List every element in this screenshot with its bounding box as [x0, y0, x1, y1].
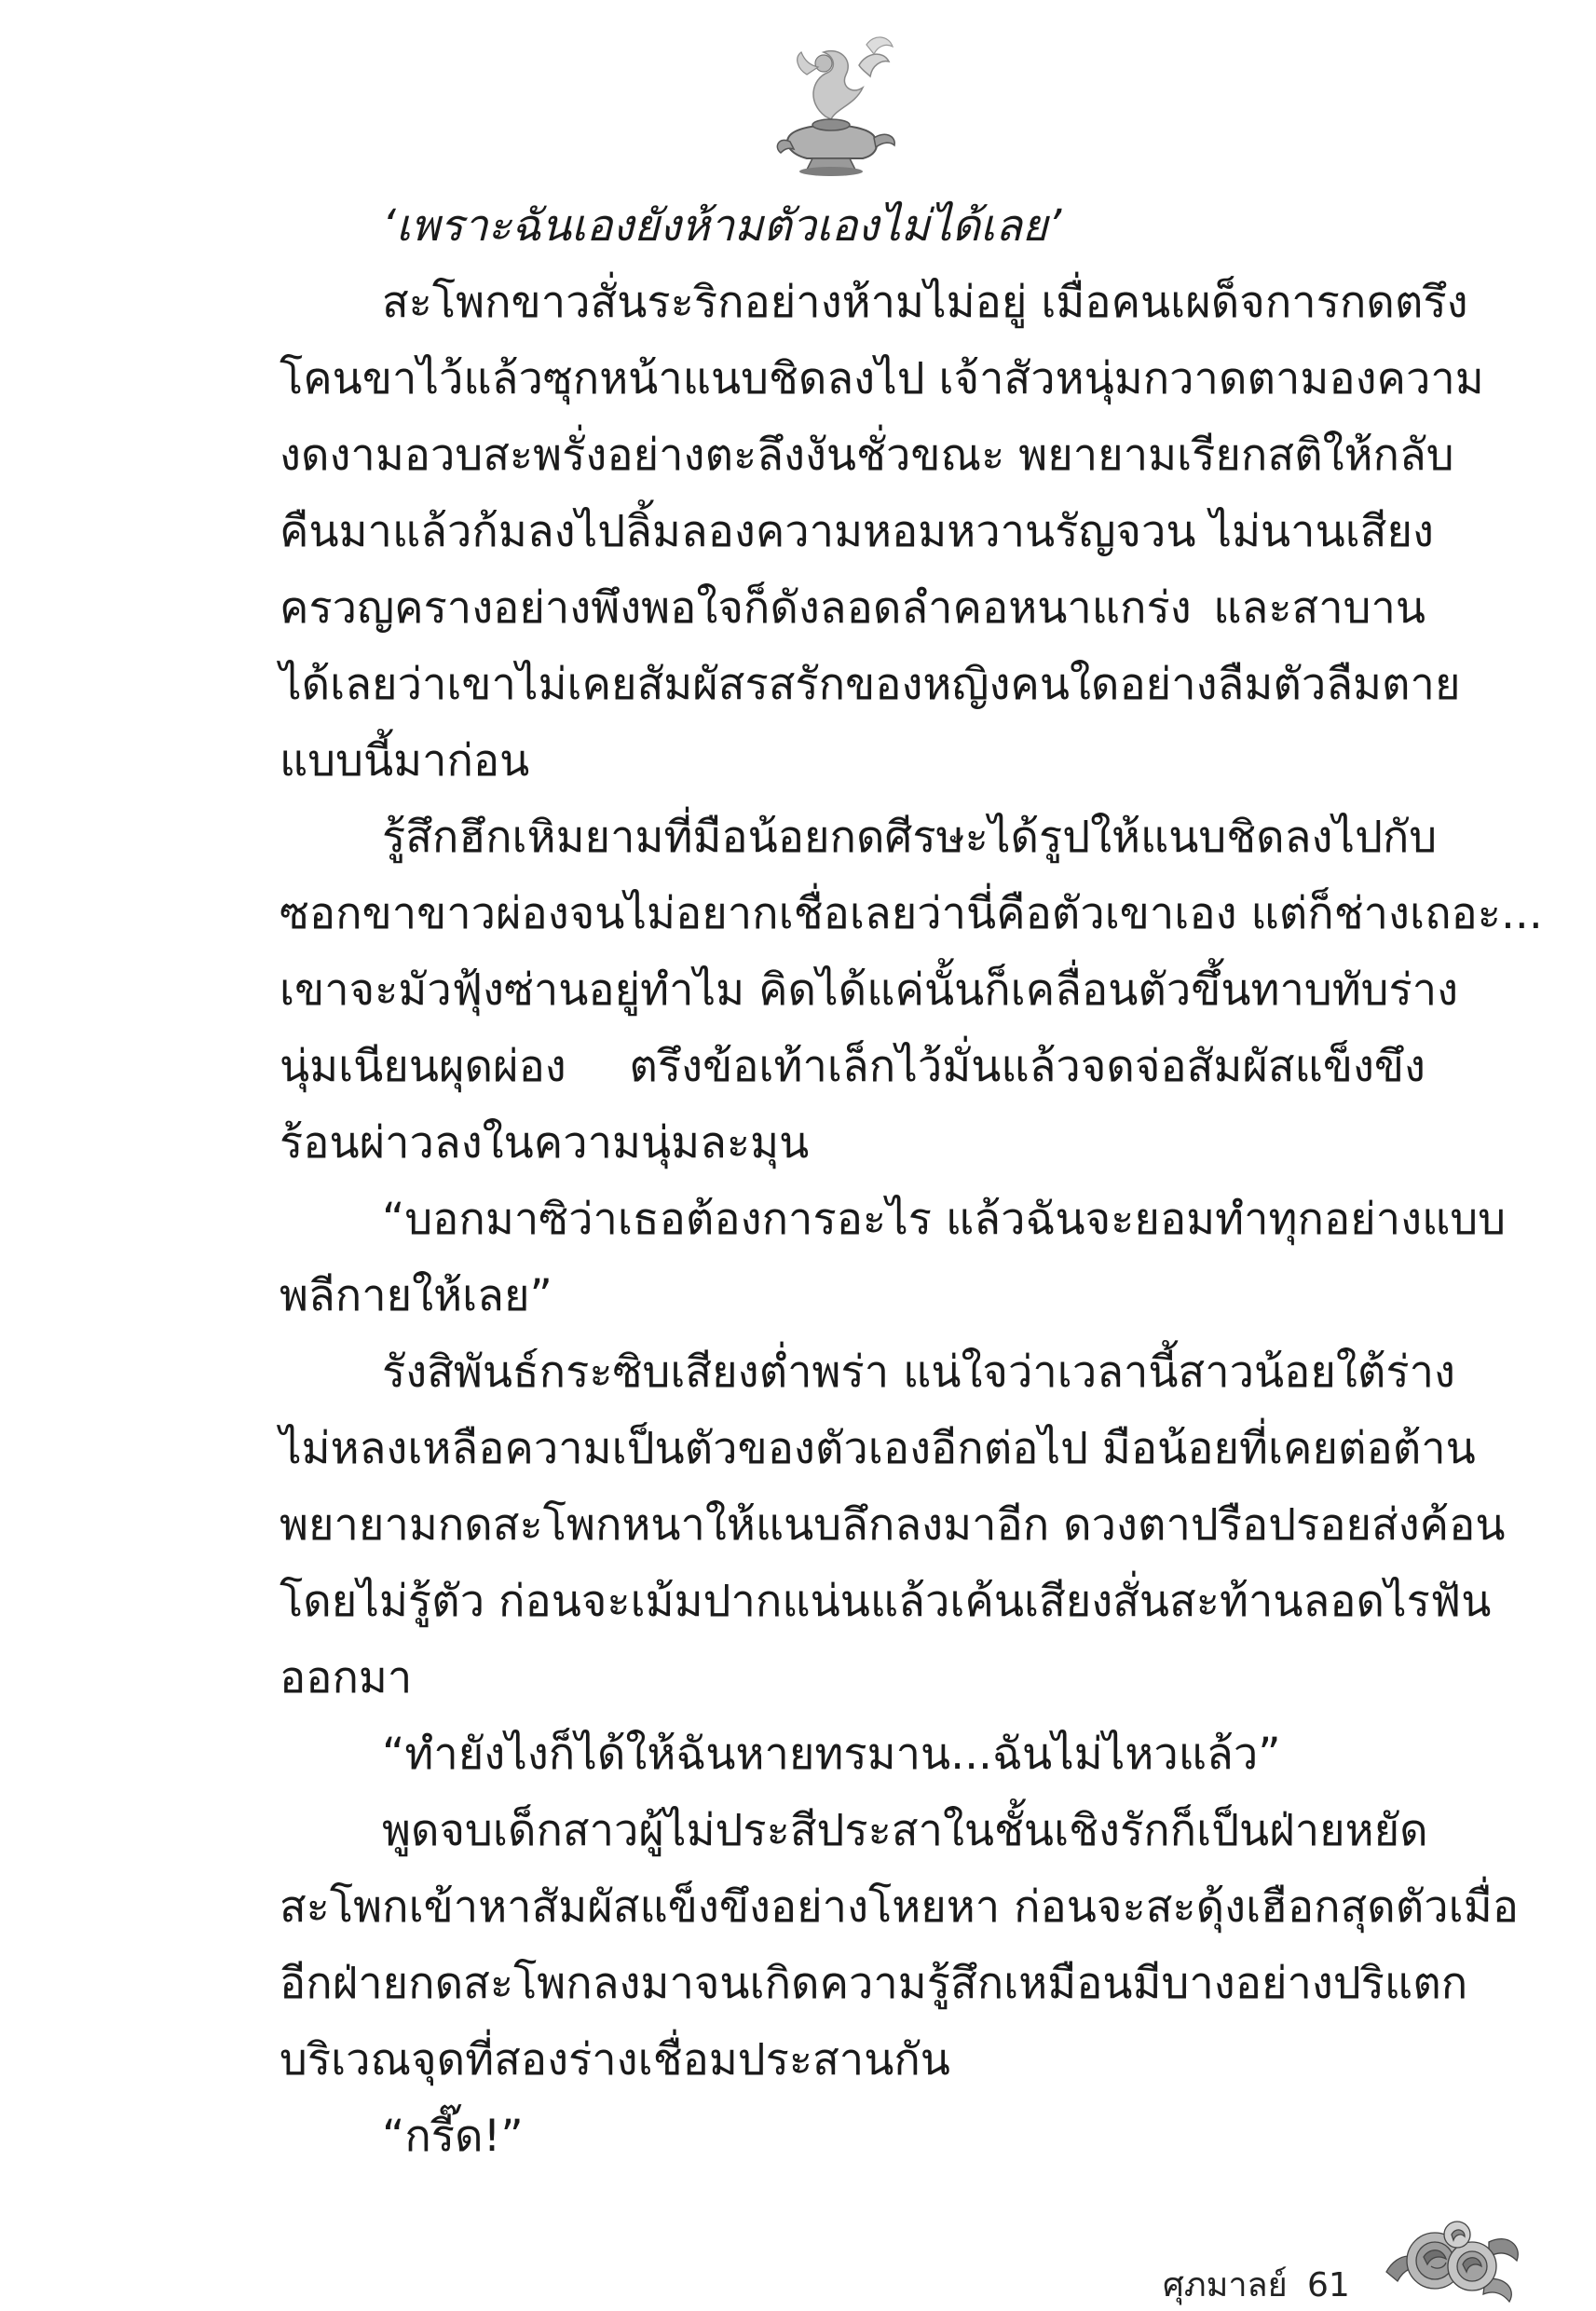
text-line: พลีกายให้เลย” — [280, 1270, 552, 1321]
text-line: ‘เพราะฉันเองยังห้ามตัวเองไม่ได้เลย’ — [382, 200, 1062, 252]
text-line: แบบนี้มาก่อน — [280, 735, 530, 786]
text-line: นุ่มเนียนผุดผ่อง ตรึงข้อเท้าเล็กไว้มั่นแล้วจดจ่อสัมผัสแข็งขึง — [280, 1041, 1425, 1092]
text-line: สะโพกขาวสั่นระริกอย่างห้ามไม่อยู่ เมื่อคนเผด็จการกดตรึง — [382, 277, 1468, 328]
text-line: สะโพกเข้าหาสัมผัสแข็งขึงอย่างโหยหา ก่อนจะสะดุ้งเฮือกสุดตัวเมื่อ — [280, 1881, 1519, 1933]
text-line: ครวญครางอย่างพึงพอใจก็ดังลอดลำคอหนาแกร่ง และสาบาน — [280, 582, 1425, 634]
text-line: บริเวณจุดที่สองร่างเชื่อมประสานกัน — [280, 2034, 950, 2085]
text-line: โคนขาไว้แล้วซุกหน้าแนบชิดลงไป เจ้าสัวหนุ่มกวาดตามองความ — [280, 353, 1484, 404]
text-line: ไม่หลงเหลือความเป็นตัวของตัวเองอีกต่อไป มือน้อยที่เคยต่อต้าน — [280, 1423, 1476, 1474]
text-line: “ทำยังไงก็ได้ให้ฉันหายทรมาน...ฉันไม่ไหวแล้ว” — [382, 1729, 1281, 1780]
text-line: รังสิพันธ์กระซิบเสียงต่ำพร่า แน่ใจว่าเวลานี้สาวน้อยใต้ร่าง — [382, 1347, 1455, 1398]
text-line: เขาจะมัวฟุ้งซ่านอยู่ทำไม คิดได้แค่นั้นก็เคลื่อนตัวขึ้นทาบทับร่าง — [280, 964, 1459, 1016]
text-line: “บอกมาซิว่าเธอต้องการอะไร แล้วฉันจะยอมทำทุกอย่างแบบ — [382, 1194, 1507, 1245]
text-line: ออกมา — [280, 1652, 413, 1703]
text-line: คืนมาแล้วก้มลงไปลิ้มลองความหอมหวานรัญจวน ไม่นานเสียง — [280, 506, 1434, 557]
text-line: ร้อนผ่าวลงในความนุ่มละมุน — [280, 1117, 810, 1169]
text-line: ซอกขาขาวผ่องจนไม่อยากเชื่อเลยว่านี่คือตัวเขาเอง แต่ก็ช่างเถอะ... — [280, 888, 1543, 939]
text-line: “กรี๊ด!” — [382, 2111, 524, 2162]
footer-author: ศุภมาลย์ — [1163, 2266, 1288, 2304]
text-line: งดงามอวบสะพรั่งอย่างตะลึงงันชั่วขณะ พยายามเรียกสติให้กลับ — [280, 430, 1454, 481]
text-line: รู้สึกฮึกเหิมยามที่มือน้อยกดศีรษะได้รูปให้แนบชิดลงไปกับ — [382, 812, 1438, 863]
text-line: โดยไม่รู้ตัว ก่อนจะเม้มปากแน่นแล้วเค้นเสียงสั่นสะท้านลอดไรฟัน — [280, 1576, 1492, 1627]
text-line: พยายามกดสะโพกหนาให้แนบลึกลงมาอีก ดวงตาปรือปรอยส่งค้อน — [280, 1499, 1506, 1551]
rose-bouquet-ornament-icon — [1377, 2214, 1526, 2307]
page-number: 61 — [1307, 2266, 1350, 2304]
body-text — [280, 188, 1543, 2175]
teapot-genie-ornament-icon — [770, 28, 900, 186]
text-line: พูดจบเด็กสาวผู้ไม่ประสีประสาในชั้นเชิงรักก็เป็นฝ่ายหยัด — [382, 1805, 1428, 1856]
text-line: อีกฝ่ายกดสะโพกลงมาจนเกิดความรู้สึกเหมือนมีบางอย่างปริแตก — [280, 1958, 1468, 2009]
text-line: ได้เลยว่าเขาไม่เคยสัมผัสรสรักของหญิงคนใดอย่างลืมตัวลืมตาย — [280, 659, 1461, 710]
